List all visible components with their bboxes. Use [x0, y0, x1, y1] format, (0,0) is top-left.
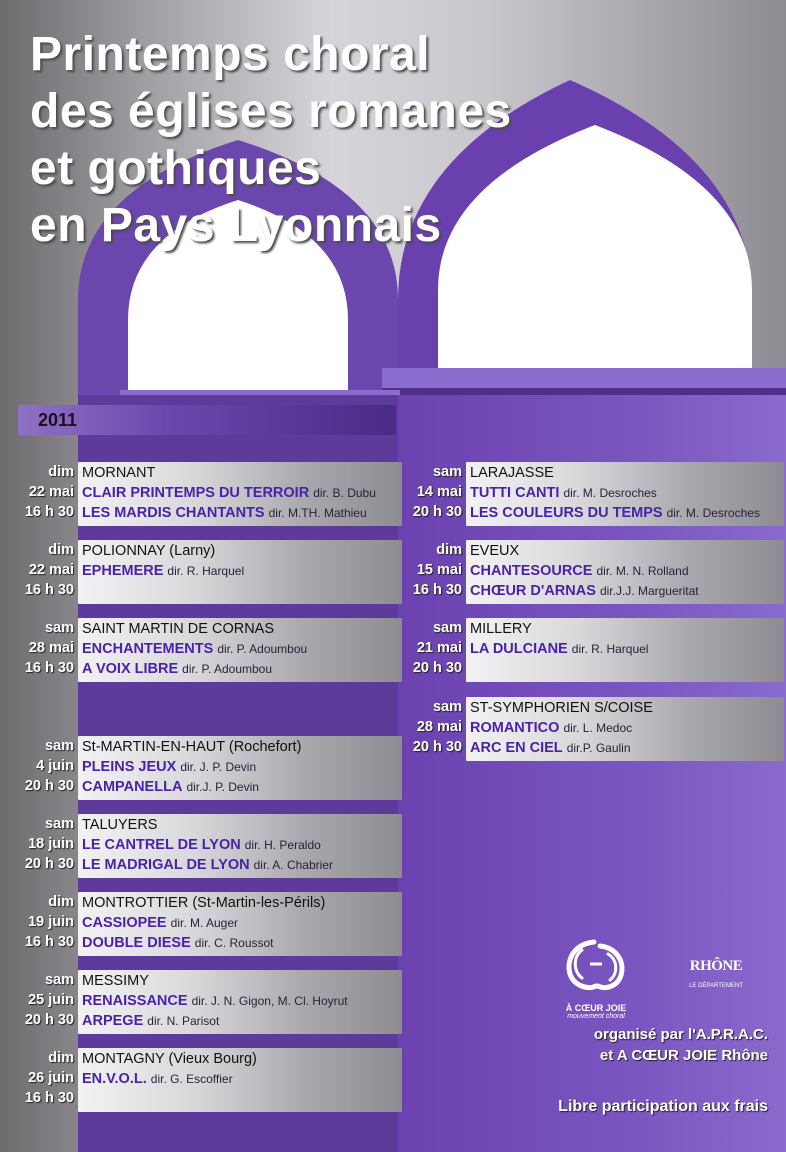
entry-time: 16 h 30	[24, 504, 74, 520]
title-line: en Pays Lyonnais	[30, 199, 442, 252]
entry-choir-line	[470, 738, 631, 758]
choir-name: CASSIOPEE	[82, 915, 167, 931]
entry-time: 20 h 30	[412, 739, 462, 755]
entry-day: dim	[436, 542, 462, 558]
entry-datetime	[10, 618, 74, 678]
entry-place: SAINT MARTIN DE CORNAS	[82, 621, 275, 637]
concert-entry	[398, 540, 786, 606]
choir-name: LA DULCIANE	[470, 641, 568, 657]
concert-entry	[10, 618, 406, 684]
choir-director: dir. R. Harquel	[571, 642, 649, 656]
entry-datetime	[10, 540, 74, 600]
title-line: Printemps choral	[30, 28, 431, 81]
entry-datetime	[398, 540, 462, 600]
choir-name: A VOIX LIBRE	[82, 661, 179, 677]
admission-note: Libre participation aux frais	[558, 1098, 768, 1115]
entry-choir-line	[82, 855, 333, 875]
entry-place: EVEUX	[470, 543, 520, 559]
entry-place: MESSIMY	[82, 973, 149, 989]
entry-time: 20 h 30	[24, 778, 74, 794]
entry-place: MONTROTTIER (St-Martin-les-Périls)	[82, 895, 326, 911]
entry-datetime	[10, 736, 74, 796]
choir-name: PLEINS JEUX	[82, 759, 177, 775]
choir-name: EPHEMERE	[82, 563, 164, 579]
entry-choir-line	[82, 659, 272, 679]
entry-time: 16 h 30	[24, 1090, 74, 1106]
entry-datetime	[398, 618, 462, 678]
choir-name: CHŒUR D'ARNAS	[470, 583, 596, 599]
entry-datetime	[10, 970, 74, 1030]
entry-day: sam	[44, 620, 74, 636]
choir-director: dir. B. Dubu	[313, 486, 376, 500]
entry-date: 15 mai	[416, 562, 462, 578]
entry-day: dim	[48, 1050, 74, 1066]
choir-name: DOUBLE DIESE	[82, 935, 191, 951]
entry-day: dim	[48, 464, 74, 480]
choir-director: dir. C. Roussot	[194, 936, 274, 950]
choir-name: LE CANTREL DE LYON	[82, 837, 241, 853]
entry-place: ST-SYMPHORIEN S/COISE	[470, 700, 653, 716]
choir-director: dir. H. Peraldo	[244, 838, 321, 852]
choir-name: CAMPANELLA	[82, 779, 183, 795]
choir-director: dir.J. P. Devin	[186, 780, 259, 794]
choir-name: CHANTESOURCE	[470, 563, 593, 579]
title-line: et gothiques	[30, 142, 322, 195]
entry-day: sam	[44, 738, 74, 754]
poster-title	[30, 26, 512, 254]
choir-director: dir. N. Parisot	[147, 1014, 220, 1028]
choir-name: ROMANTICO	[470, 720, 560, 736]
entry-choir-line	[82, 503, 367, 523]
entry-date: 14 mai	[416, 484, 462, 500]
organizer-line: et A CŒUR JOIE Rhône	[599, 1047, 768, 1064]
entry-date: 18 juin	[28, 836, 74, 852]
choir-director: dir. P. Adoumbou	[182, 662, 273, 676]
concert-entry	[398, 697, 786, 763]
entry-time: 16 h 30	[24, 582, 74, 598]
concert-entry	[398, 618, 786, 684]
concert-entry	[10, 892, 406, 958]
entry-choir-line	[82, 1011, 219, 1031]
entry-time: 20 h 30	[24, 856, 74, 872]
entry-time: 16 h 30	[412, 582, 462, 598]
entry-time: 16 h 30	[24, 660, 74, 676]
entry-choir-line	[470, 639, 648, 659]
concert-entry	[10, 462, 406, 528]
choir-director: dir.P. Gaulin	[566, 741, 631, 755]
entry-time: 20 h 30	[24, 1012, 74, 1028]
entry-place: St-MARTIN-EN-HAUT (Rochefort)	[82, 739, 302, 755]
acoeurjoie-logo	[560, 936, 632, 1020]
entry-date: 4 juin	[36, 758, 74, 774]
choir-director: dir. L. Medoc	[563, 721, 633, 735]
entry-choir-line	[82, 777, 259, 797]
entry-place: MONTAGNY (Vieux Bourg)	[82, 1051, 257, 1067]
rhone-logo	[676, 958, 756, 989]
choir-director: dir. M. Desroches	[666, 506, 760, 520]
choir-director: dir. G. Escoffier	[150, 1072, 233, 1086]
entry-date: 25 juin	[28, 992, 74, 1008]
entry-choir-line	[470, 503, 760, 523]
choir-name: CLAIR PRINTEMPS DU TERROIR	[82, 485, 310, 501]
choir-name: ARC EN CIEL	[470, 740, 563, 756]
entry-choir-line	[82, 933, 274, 953]
year-label: 2011	[38, 410, 78, 430]
entry-day: dim	[48, 542, 74, 558]
choir-name: ENCHANTEMENTS	[82, 641, 214, 657]
choir-director: dir. R. Harquel	[167, 564, 245, 578]
choir-director: dir. M.TH. Mathieu	[268, 506, 367, 520]
entry-choir-line	[82, 757, 256, 777]
entry-choir-line	[82, 1069, 233, 1089]
concert-entry	[10, 1048, 406, 1114]
entry-time: 20 h 30	[412, 660, 462, 676]
organizer-text	[548, 1024, 768, 1066]
entry-datetime	[10, 462, 74, 522]
concert-entry	[10, 814, 406, 880]
concert-entry	[398, 462, 786, 528]
entry-date: 21 mai	[416, 640, 462, 656]
entry-choir-line	[470, 581, 699, 601]
entry-date: 19 juin	[28, 914, 74, 930]
entry-day: sam	[432, 620, 462, 636]
entry-place: MORNANT	[82, 465, 156, 481]
entry-place: LARAJASSE	[470, 465, 554, 481]
acoeurjoie-sub: mouvement choral	[567, 1013, 625, 1020]
choir-name: LES COULEURS DU TEMPS	[470, 505, 663, 521]
title-line: des églises romanes	[30, 85, 512, 138]
choir-director: dir. J. N. Gigon, M. Cl. Hoyrut	[191, 994, 348, 1008]
choir-director: dir. P. Adoumbou	[217, 642, 308, 656]
choir-name: LE MADRIGAL DE LYON	[82, 857, 250, 873]
concert-entry	[10, 970, 406, 1036]
entry-datetime	[10, 892, 74, 952]
entry-datetime	[398, 697, 462, 757]
rhone-name: RHÔNE	[689, 958, 743, 974]
entry-day: sam	[44, 972, 74, 988]
entry-date: 22 mai	[28, 562, 74, 578]
choir-name: RENAISSANCE	[82, 993, 188, 1009]
choir-director: dir. M. N. Rolland	[596, 564, 689, 578]
entry-day: sam	[44, 816, 74, 832]
choir-name: EN.V.O.L.	[82, 1071, 147, 1087]
concert-entry	[10, 540, 406, 606]
entry-date: 28 mai	[28, 640, 74, 656]
entry-choir-line	[82, 483, 376, 503]
entry-choir-line	[82, 913, 238, 933]
entry-choir-line	[82, 835, 321, 855]
entry-time: 16 h 30	[24, 934, 74, 950]
acoeurjoie-emblem-icon	[560, 936, 632, 1000]
choir-director: dir. A. Chabrier	[253, 858, 333, 872]
choir-director: dir. J. P. Devin	[180, 760, 257, 774]
entry-choir-line	[470, 561, 689, 581]
organizer-line: organisé par l'A.P.R.A.C.	[593, 1026, 768, 1043]
choir-name: ARPEGE	[82, 1013, 144, 1029]
entry-date: 26 juin	[28, 1070, 74, 1086]
entry-choir-line	[470, 718, 632, 738]
entry-date: 22 mai	[28, 484, 74, 500]
concert-entry	[10, 736, 406, 802]
entry-datetime	[10, 1048, 74, 1108]
entry-datetime	[10, 814, 74, 874]
rhone-sub: LE DÉPARTEMENT	[689, 983, 743, 989]
entry-choir-line	[470, 483, 657, 503]
entry-choir-line	[82, 561, 244, 581]
choir-name: LES MARDIS CHANTANTS	[82, 505, 265, 521]
choir-director: dir. M. Desroches	[563, 486, 657, 500]
choir-name: TUTTI CANTI	[470, 485, 560, 501]
entry-time: 20 h 30	[412, 504, 462, 520]
entry-datetime	[398, 462, 462, 522]
entry-choir-line	[82, 639, 307, 659]
entry-place: MILLERY	[470, 621, 532, 637]
entry-day: dim	[48, 894, 74, 910]
acoeurjoie-name: À CŒUR JOIE	[565, 1003, 627, 1013]
entry-place: TALUYERS	[82, 817, 158, 833]
entry-day: sam	[432, 699, 462, 715]
entry-choir-line	[82, 991, 348, 1011]
choir-director: dir. M. Auger	[170, 916, 239, 930]
choir-director: dir.J.J. Margueritat	[599, 584, 699, 598]
entry-date: 28 mai	[416, 719, 462, 735]
entry-place: POLIONNAY (Larny)	[82, 543, 216, 559]
entry-day: sam	[432, 464, 462, 480]
